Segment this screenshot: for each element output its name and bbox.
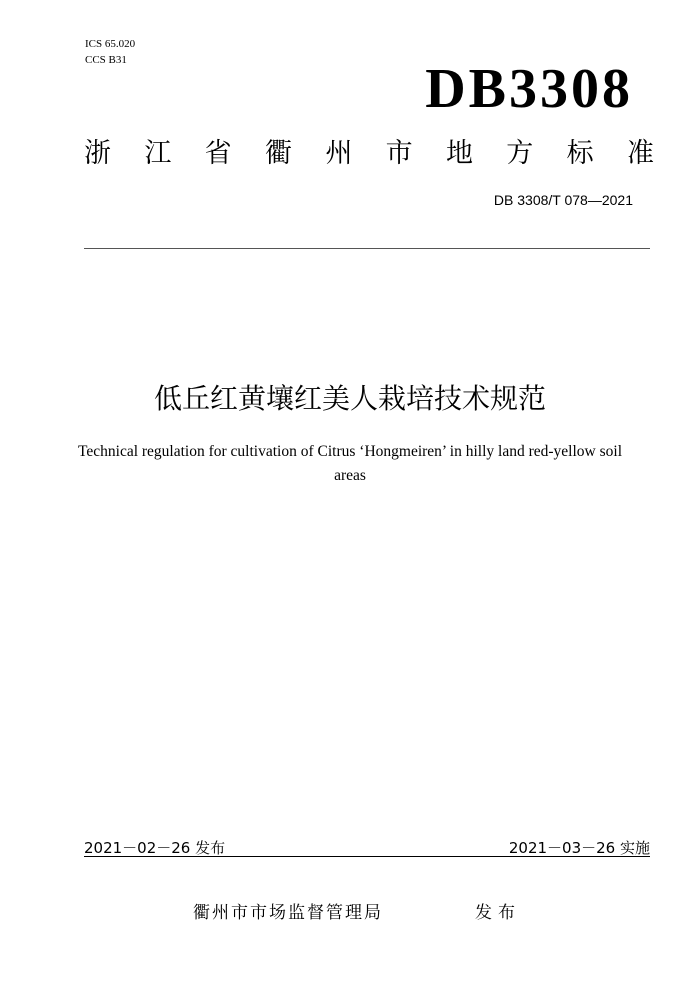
bottom-divider	[84, 856, 650, 857]
standard-code: DB 3308/T 078—2021	[493, 192, 633, 208]
standard-type-char: 地	[445, 138, 473, 169]
standard-logo: DB3308	[425, 58, 633, 120]
standard-type-char: 标	[566, 138, 594, 169]
classification-codes	[85, 36, 135, 68]
standard-type-char: 衢	[264, 138, 292, 169]
standard-type-char: 州	[325, 138, 353, 169]
standard-type-char: 浙	[84, 138, 111, 169]
implementation-date: 2021－03－26 实施	[508, 839, 650, 857]
standard-type-char: 江	[144, 138, 172, 169]
standard-type-char: 省	[204, 138, 232, 169]
english-title: Technical regulation for cultivation of Citrus ‘Hongmeiren’ in hilly land red-yellow soil areas	[78, 443, 622, 484]
issue-date: 2021－02－26 发布	[84, 839, 226, 857]
publish-label: 发布	[475, 903, 521, 923]
chinese-title: 低丘红黄壤红美人栽培技术规范	[153, 382, 546, 415]
top-divider	[84, 248, 650, 249]
ics-code: ICS 65.020	[85, 38, 136, 50]
standard-type-char: 准	[626, 138, 654, 169]
ccs-code: CCS B31	[85, 54, 127, 66]
publisher-name: 衢州市市场监督管理局	[193, 903, 383, 923]
standard-type	[84, 136, 654, 172]
standard-type-char: 方	[506, 138, 534, 169]
standard-type-char: 市	[385, 138, 413, 169]
